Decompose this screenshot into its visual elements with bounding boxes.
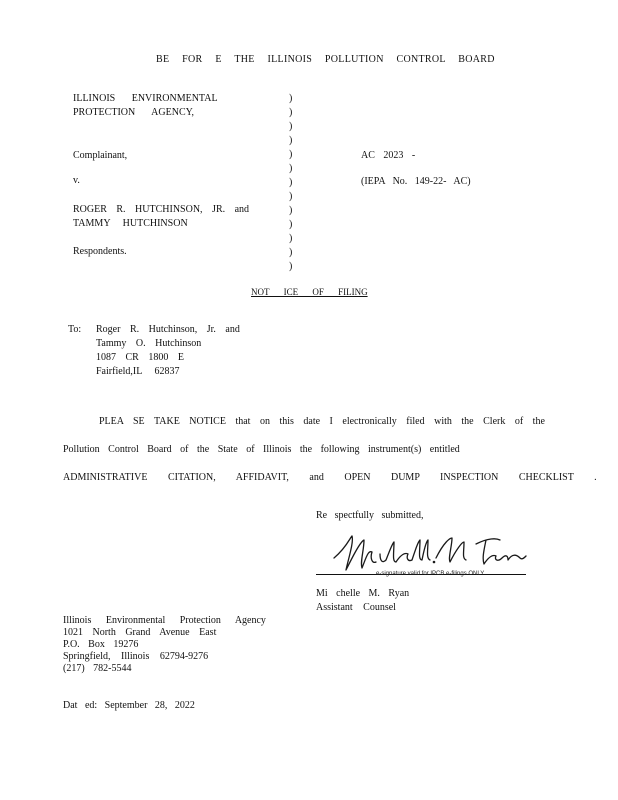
agency-name: Illinois Environmental Protection Agency bbox=[63, 615, 266, 626]
recipient-line1: Roger R. Hutchinson, Jr. and bbox=[96, 324, 240, 335]
paren: ) bbox=[289, 247, 293, 258]
notice-body-line3: ADMINISTRATIVE CITATION, AFFIDAVIT, and OPEN DUMP INSPECTION CHECKLIST . bbox=[63, 472, 597, 483]
paren: ) bbox=[289, 205, 293, 216]
agency-po-box: P.O. Box 19276 bbox=[63, 639, 139, 650]
signer-name: Mi chelle M. Ryan bbox=[316, 588, 410, 599]
paren: ) bbox=[289, 121, 293, 132]
recipient-line2: Tammy O. Hutchinson bbox=[96, 338, 202, 349]
agency-street: 1021 North Grand Avenue East bbox=[63, 627, 217, 638]
complainant-name-line1: ILLINOIS ENVIRONMENTAL bbox=[73, 93, 218, 104]
closing-phrase: Re spectfully submitted, bbox=[316, 510, 424, 521]
paren: ) bbox=[289, 107, 293, 118]
paren: ) bbox=[289, 219, 293, 230]
iepa-number: (IEPA No. 149-22- AC) bbox=[361, 176, 471, 187]
signer-title: Assistant Counsel bbox=[316, 602, 396, 613]
paren: ) bbox=[289, 93, 293, 104]
agency-city: Springfield, Illinois 62794-9276 bbox=[63, 651, 209, 662]
paren: ) bbox=[289, 135, 293, 146]
notice-body-line1: PLEA SE TAKE NOTICE that on this date I electronically filed with the Clerk of the bbox=[99, 416, 545, 427]
recipient-city: Fairfield,IL 62837 bbox=[96, 366, 180, 377]
agency-phone: (217) 782-5544 bbox=[63, 663, 132, 674]
paren: ) bbox=[289, 233, 293, 244]
paren: ) bbox=[289, 163, 293, 174]
paren: ) bbox=[289, 149, 293, 160]
recipient-address: 1087 CR 1800 E bbox=[96, 352, 184, 363]
paren: ) bbox=[289, 191, 293, 202]
respondent-name-line1: ROGER R. HUTCHINSON, JR. and bbox=[73, 204, 250, 215]
respondent-name-line2: TAMMY HUTCHINSON bbox=[73, 218, 188, 229]
e-signature-note: e-signature valid for IPCB e-filings ONLY bbox=[376, 571, 485, 577]
to-label: To: bbox=[68, 324, 82, 335]
notice-title: NOT ICE OF FILING bbox=[251, 287, 368, 297]
notice-body-line2: Pollution Control Board of the State of Illinois the following instrument(s) entitled bbox=[63, 444, 460, 455]
paren: ) bbox=[289, 177, 293, 188]
versus-label: v. bbox=[73, 175, 80, 186]
case-number: AC 2023 - bbox=[361, 150, 416, 161]
document-heading: BE FOR E THE ILLINOIS POLLUTION CONTROL BOARD bbox=[156, 54, 495, 65]
complainant-name-line2: PROTECTION AGENCY, bbox=[73, 107, 195, 118]
complainant-label: Complainant, bbox=[73, 150, 128, 161]
paren: ) bbox=[289, 261, 293, 272]
respondents-label: Respondents. bbox=[73, 246, 127, 257]
dated-line: Dat ed: September 28, 2022 bbox=[63, 700, 195, 711]
